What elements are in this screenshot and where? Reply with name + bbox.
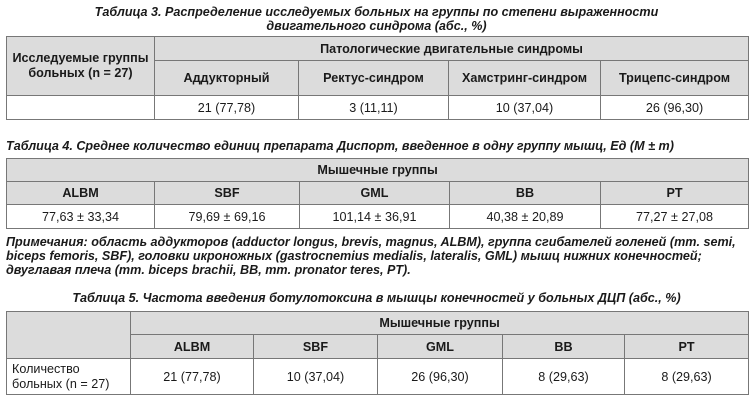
table3-col-hamstring: Хамстринг-синдром bbox=[449, 61, 601, 96]
table4 bbox=[6, 158, 749, 229]
table5-value-pt: 8 (29,63) bbox=[625, 359, 749, 395]
table4-value-bb: 40,38 ± 20,89 bbox=[450, 205, 601, 229]
table3 bbox=[6, 36, 749, 120]
table4-value-gml: 101,14 ± 36,91 bbox=[300, 205, 450, 229]
table5-value-gml: 26 (96,30) bbox=[378, 359, 503, 395]
table4-value-albm: 77,63 ± 33,34 bbox=[7, 205, 155, 229]
table3-caption-line2: двигательного синдрома (абс., %) bbox=[266, 19, 487, 33]
table5-col-albm: ALBM bbox=[131, 335, 254, 359]
table4-group-header: Мышечные группы bbox=[7, 159, 749, 182]
table5-caption: Таблица 5. Частота введения ботулотоксина в мышцы конечностей у больных ДЦП (абс., %) bbox=[72, 291, 681, 305]
table4-notes: Примечания: область аддукторов (adductor longus, brevis, magnus, ALBM), группа сгибателей голеней (mm. semi, biceps femoris, SBF), головки икроножных (gastrocnemius medialis, lateralis, GML) мышц нижних конечностей; двуглавая плеча (mm. biceps brachii, BB, mm. pronator teres, PT). bbox=[6, 235, 736, 277]
table3-col-rectus: Ректус-синдром bbox=[299, 61, 449, 96]
table3-value-adductor: 21 (77,78) bbox=[155, 96, 299, 120]
table4-caption: Таблица 4. Среднее количество единиц препарата Диспорт, введенное в одну группу мышц, Ед (M ± m) bbox=[6, 139, 674, 153]
table5-corner-cell bbox=[7, 312, 131, 359]
table4-col-albm: ALBM bbox=[7, 182, 155, 205]
table5-col-sbf: SBF bbox=[254, 335, 378, 359]
table5-col-gml: GML bbox=[378, 335, 503, 359]
table4-col-bb: BB bbox=[450, 182, 601, 205]
table4-col-pt: PT bbox=[601, 182, 749, 205]
table4-value-sbf: 79,69 ± 69,16 bbox=[155, 205, 300, 229]
table5-row-label: Количество больных (n = 27) bbox=[7, 359, 131, 395]
table3-value-rectus: 3 (11,11) bbox=[299, 96, 449, 120]
table5-col-bb: BB bbox=[503, 335, 625, 359]
table4-col-sbf: SBF bbox=[155, 182, 300, 205]
table5-value-sbf: 10 (37,04) bbox=[254, 359, 378, 395]
table3-col-adductor: Аддукторный bbox=[155, 61, 299, 96]
table3-group-header: Патологические двигательные синдромы bbox=[155, 37, 749, 61]
table5-col-pt: PT bbox=[625, 335, 749, 359]
table4-col-gml: GML bbox=[300, 182, 450, 205]
table5-value-albm: 21 (77,78) bbox=[131, 359, 254, 395]
table3-caption bbox=[0, 5, 753, 33]
table3-empty-cell bbox=[7, 96, 155, 120]
table3-value-hamstring: 10 (37,04) bbox=[449, 96, 601, 120]
table3-caption-line1: Таблица 3. Распределение исследуемых больных на группы по степени выраженности bbox=[94, 5, 659, 19]
table5-value-bb: 8 (29,63) bbox=[503, 359, 625, 395]
table5 bbox=[6, 311, 749, 395]
table4-value-pt: 77,27 ± 27,08 bbox=[601, 205, 749, 229]
table3-col-triceps: Трицепс-синдром bbox=[601, 61, 749, 96]
table3-row-header: Исследуемые группы больных (n = 27) bbox=[7, 37, 155, 96]
table5-group-header: Мышечные группы bbox=[131, 312, 749, 335]
table3-value-triceps: 26 (96,30) bbox=[601, 96, 749, 120]
